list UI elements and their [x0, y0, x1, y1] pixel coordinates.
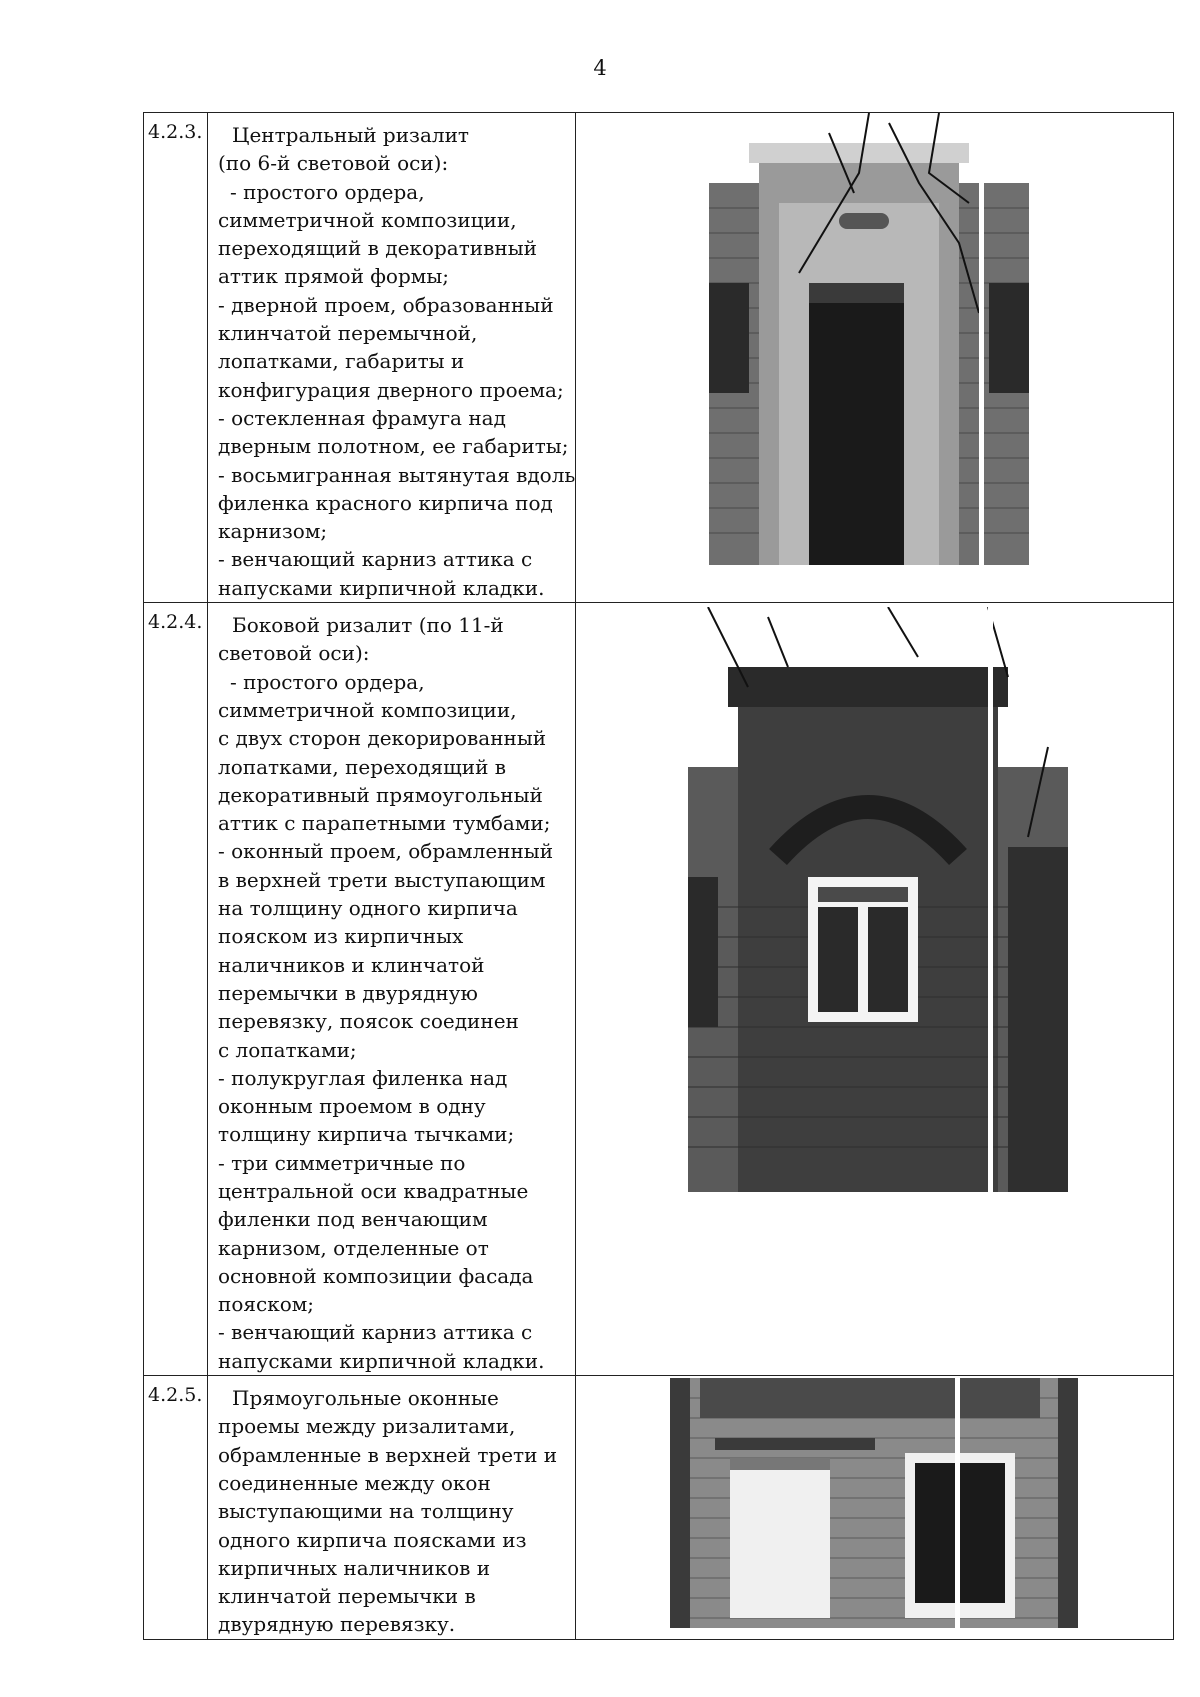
description-line: клинчатой перемычки в — [218, 1584, 476, 1609]
description-line: - остекленная фрамуга над — [218, 405, 506, 430]
photo-cell — [576, 113, 1174, 603]
description-line: аттик с парапетными тумбами; — [218, 811, 551, 836]
description-line: - простого ордера, — [230, 179, 425, 204]
row-number: 4.2.5. — [144, 1376, 208, 1640]
description-line: - венчающий карниз аттика с — [218, 547, 533, 572]
description-line: пояском; — [218, 1292, 315, 1317]
description-line: наличников и клинчатой — [218, 952, 485, 977]
photo-cell — [576, 1376, 1174, 1640]
description-line: - полукруглая филенка над — [218, 1065, 508, 1090]
description-line: напусками кирпичной кладки. — [218, 1348, 545, 1373]
table-row — [144, 113, 1174, 603]
description-line: - три симметричные по — [218, 1150, 466, 1175]
description-line: Центральный ризалит — [232, 123, 469, 147]
description-line: - простого ордера, — [230, 669, 425, 694]
description-line: аттик прямой формы; — [218, 264, 449, 289]
description-line: (по 6-й световой оси): — [218, 151, 449, 176]
table-row — [144, 1376, 1174, 1640]
description-line: - оконный проем, обрамленный — [218, 839, 554, 864]
facade-windows-photo — [670, 1378, 1078, 1628]
description-line: филенка красного кирпича под — [218, 490, 553, 515]
side-risalit-photo — [688, 607, 1068, 1192]
row-number: 4.2.4. — [144, 603, 208, 1376]
table-row — [144, 603, 1174, 1376]
description-line: перемычки в двурядную — [218, 980, 478, 1005]
description-line: карнизом; — [218, 519, 328, 544]
description-line: - восьмигранная вытянутая вдоль — [218, 462, 576, 487]
description-line: двурядную перевязку. — [218, 1612, 456, 1637]
description-line: симметричной композиции, — [218, 207, 517, 232]
description-line: - дверной проем, образованный — [218, 292, 554, 317]
row-description — [208, 603, 576, 1376]
description-line: оконным проемом в одну — [218, 1094, 486, 1119]
description-line: одного кирпича поясками из — [218, 1527, 527, 1552]
description-line: - венчающий карниз аттика с — [218, 1320, 533, 1345]
description-line: лопатками, переходящий в — [218, 754, 507, 779]
building-entrance-photo — [709, 113, 1029, 565]
description-line: соединенные между окон — [218, 1470, 491, 1495]
description-line: толщину кирпича тычками; — [218, 1122, 515, 1147]
row-description — [208, 113, 576, 603]
description-line: клинчатой перемычной, — [218, 321, 478, 346]
description-line: световой оси): — [218, 641, 370, 666]
description-line: Боковой ризалит (по 11-й — [232, 613, 504, 638]
description-line: с лопатками; — [218, 1037, 357, 1062]
description-line: перевязку, поясок соединен — [218, 1009, 519, 1034]
photo-cell — [576, 603, 1174, 1376]
description-line: дверным полотном, ее габариты; — [218, 434, 569, 459]
description-line: симметричной композиции, — [218, 697, 517, 722]
page-number: 4 — [593, 56, 607, 80]
description-line: напусками кирпичной кладки. — [218, 575, 545, 600]
description-line: Прямоугольные оконные — [232, 1386, 499, 1411]
description-line: декоративный прямоугольный — [218, 782, 543, 807]
description-line: филенки под венчающим — [218, 1207, 488, 1232]
row-number: 4.2.3. — [144, 113, 208, 603]
description-line: кирпичных наличников и — [218, 1555, 491, 1580]
description-line: с двух сторон декорированный — [218, 726, 547, 751]
description-line: обрамленные в верхней трети и — [218, 1442, 558, 1467]
description-line: карнизом, отделенные от — [218, 1235, 489, 1260]
description-line: проемы между ризалитами, — [218, 1414, 516, 1439]
description-line: на толщину одного кирпича — [218, 896, 518, 921]
row-description — [208, 1376, 576, 1640]
description-line: конфигурация дверного проема; — [218, 377, 564, 402]
description-line: в верхней трети выступающим — [218, 867, 546, 892]
description-line: переходящий в декоративный — [218, 236, 537, 261]
description-table — [143, 112, 1174, 1640]
description-line: основной композиции фасада — [218, 1263, 534, 1288]
description-line: лопатками, габариты и — [218, 349, 465, 374]
description-line: выступающими на толщину — [218, 1499, 514, 1524]
description-line: центральной оси квадратные — [218, 1178, 529, 1203]
description-line: пояском из кирпичных — [218, 924, 464, 949]
